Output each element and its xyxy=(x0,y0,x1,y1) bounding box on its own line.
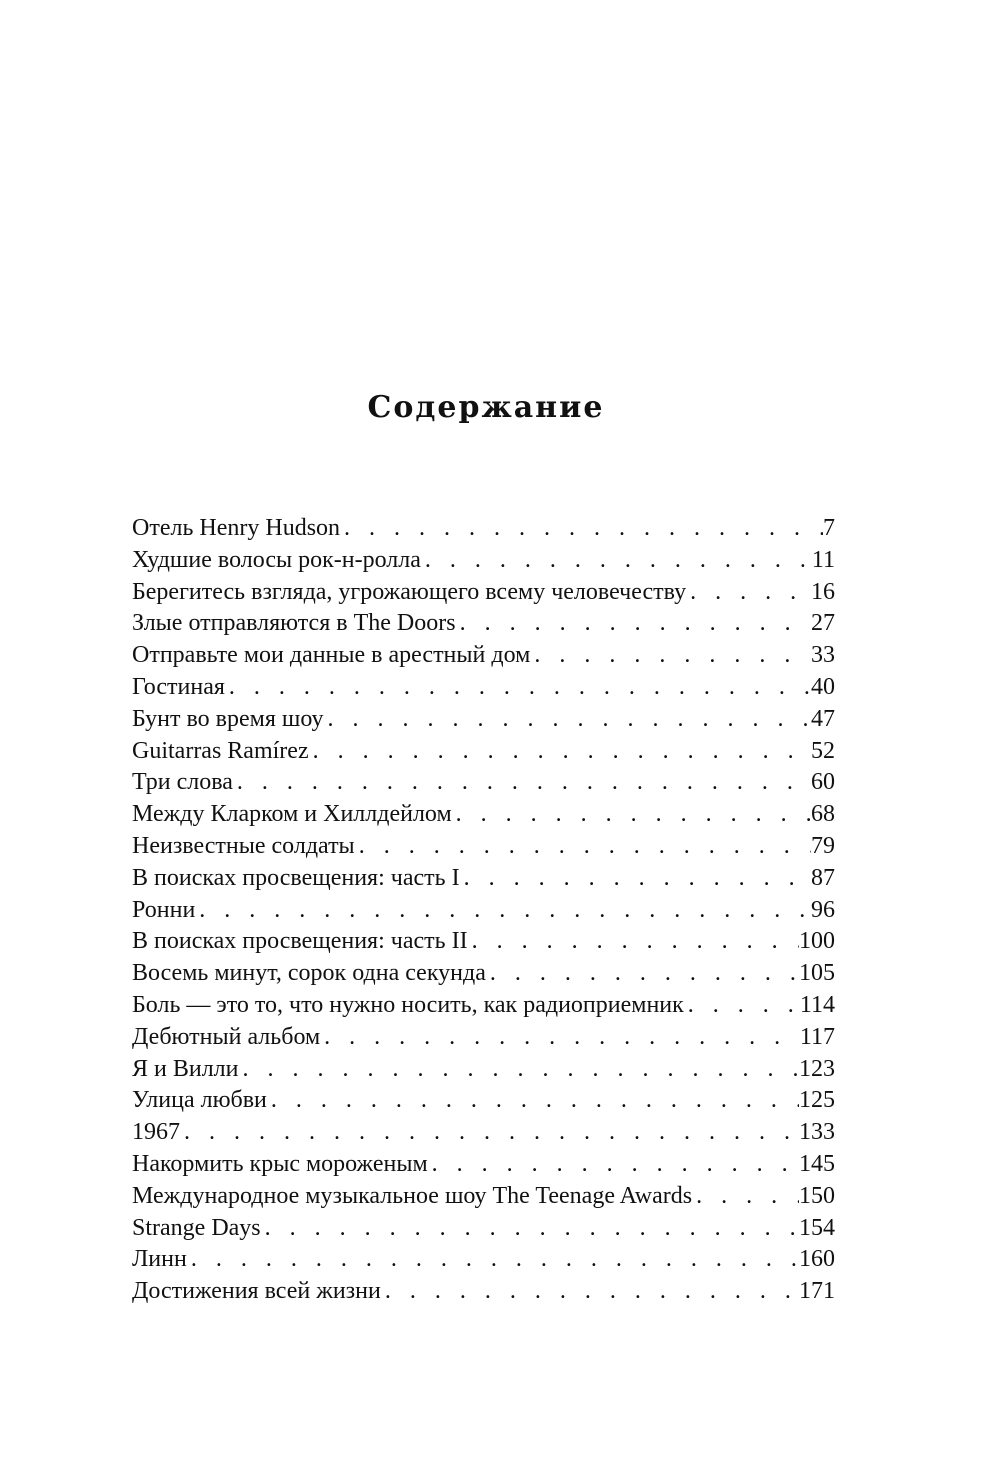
dot-leader xyxy=(686,577,811,609)
toc-entry xyxy=(132,545,835,577)
toc-entry xyxy=(132,767,835,799)
toc-entry-page-number: 40 xyxy=(811,673,835,700)
toc-entry-title: Strange Days xyxy=(132,1214,261,1241)
dot-leader xyxy=(530,640,811,672)
toc-entry-page-number: 16 xyxy=(811,578,835,605)
toc-entry-title: Неизвестные солдаты xyxy=(132,832,355,859)
toc-entry xyxy=(132,926,835,958)
toc-entry-page-number: 160 xyxy=(799,1246,835,1273)
toc-entry-page-number: 27 xyxy=(811,610,835,637)
toc-entry xyxy=(132,736,835,768)
dot-leader xyxy=(468,926,799,958)
dot-leader xyxy=(460,863,811,895)
toc-entry-page-number: 133 xyxy=(799,1119,835,1146)
toc-entry-page-number: 114 xyxy=(799,991,835,1018)
toc-entry xyxy=(132,863,835,895)
toc-entry-title: Отправьте мои данные в арестный дом xyxy=(132,642,531,669)
toc-entry-title: Отель Henry Hudson xyxy=(132,515,341,541)
toc-entry xyxy=(132,1022,835,1054)
toc-entry-title: Достижения всей жизни xyxy=(132,1278,381,1305)
toc-entry xyxy=(132,1085,835,1117)
toc-entry-page-number: 105 xyxy=(799,960,835,987)
toc-entry-title: Три слова xyxy=(132,769,233,796)
dot-leader xyxy=(239,1054,800,1086)
dot-leader xyxy=(486,958,799,990)
toc-entry-title: Международное музыкальное шоу The Teenage Awards xyxy=(132,1182,693,1209)
toc-entry-title: Злые отправляются в The Doors xyxy=(132,610,456,637)
toc-entry-page-number: 79 xyxy=(811,832,835,859)
toc-entry-page-number: 117 xyxy=(799,1023,835,1050)
toc-entry-page-number: 7 xyxy=(823,515,835,541)
toc-entry xyxy=(132,672,835,704)
toc-entry-title: Дебютный альбом xyxy=(132,1023,321,1050)
toc-entry xyxy=(132,704,835,736)
toc-entry-title: Гостиная xyxy=(132,673,225,700)
toc-entry-title: В поисках просвещения: часть II xyxy=(132,928,468,955)
toc-entry-page-number: 150 xyxy=(799,1182,835,1209)
dot-leader xyxy=(195,895,811,927)
dot-leader xyxy=(452,799,811,831)
toc-entry-title: Худшие волосы рок-н-ролла xyxy=(132,546,421,573)
toc-entry xyxy=(132,640,835,672)
toc-entry xyxy=(132,1149,835,1181)
dot-leader xyxy=(309,736,811,768)
toc-entry-page-number: 33 xyxy=(811,642,835,669)
toc-entry-title: Ронни xyxy=(132,896,196,923)
dot-leader xyxy=(261,1213,799,1245)
dot-leader xyxy=(340,513,823,545)
dot-leader xyxy=(456,608,811,640)
toc-entry-page-number: 100 xyxy=(799,928,835,955)
toc-entry xyxy=(132,577,835,609)
dot-leader xyxy=(428,1149,799,1181)
dot-leader xyxy=(323,704,811,736)
toc-entry-page-number: 154 xyxy=(799,1214,835,1241)
toc-entry-page-number: 68 xyxy=(811,801,835,828)
toc-entry xyxy=(132,1244,835,1276)
toc-entry xyxy=(132,895,835,927)
toc-entry-page-number: 123 xyxy=(799,1055,835,1082)
toc-title: Содержание xyxy=(367,390,605,426)
toc-entry xyxy=(132,513,835,545)
dot-leader xyxy=(233,767,811,799)
toc-entry xyxy=(132,1054,835,1086)
toc-entry-title: В поисках просвещения: часть I xyxy=(132,864,460,891)
toc-entry-title: Боль — это то, что нужно носить, как радиоприемник xyxy=(132,991,684,1018)
dot-leader xyxy=(421,545,812,577)
toc-entry-title: Берегитесь взгляда, угрожающего всему человечеству xyxy=(132,578,687,605)
toc-entry-title: Бунт во время шоу xyxy=(132,705,324,732)
toc-entry xyxy=(132,1181,835,1213)
dot-leader xyxy=(187,1244,799,1276)
dot-leader xyxy=(692,1181,799,1213)
toc-entry-title: Восемь минут, сорок одна секунда xyxy=(132,960,486,987)
toc-entry-page-number: 60 xyxy=(811,769,835,796)
toc-entry xyxy=(132,990,835,1022)
dot-leader xyxy=(381,1276,799,1308)
dot-leader xyxy=(684,990,800,1022)
toc-entry xyxy=(132,799,835,831)
toc-entry-page-number: 11 xyxy=(811,546,835,573)
toc-entry-title: Между Кларком и Хиллдейлом xyxy=(132,801,452,828)
toc-entry-title: Я и Вилли xyxy=(132,1055,239,1082)
toc-entry xyxy=(132,831,835,863)
toc-entry-page-number: 125 xyxy=(799,1087,835,1114)
dot-leader xyxy=(225,672,811,704)
dot-leader xyxy=(320,1022,800,1054)
toc-entry-page-number: 145 xyxy=(799,1150,835,1177)
toc-entry-page-number: 52 xyxy=(811,737,835,764)
dot-leader xyxy=(267,1085,799,1117)
toc-entry-page-number: 47 xyxy=(811,705,835,732)
toc-entry-title: Накормить крыс мороженым xyxy=(132,1150,428,1177)
toc-entry-title: Улица любви xyxy=(132,1087,267,1114)
toc-entry xyxy=(132,958,835,990)
toc-entry-title: Guitarras Ramírez xyxy=(132,737,309,764)
toc-entry-title: Линн xyxy=(132,1246,187,1273)
toc-entry-title: 1967 xyxy=(132,1119,180,1146)
toc-entry-page-number: 96 xyxy=(811,896,835,923)
toc-entry xyxy=(132,1276,835,1308)
toc-entry-page-number: 171 xyxy=(799,1278,835,1305)
toc-entry xyxy=(132,1213,835,1245)
toc-entry xyxy=(132,1117,835,1149)
dot-leader xyxy=(355,831,811,863)
toc-list xyxy=(132,513,835,1308)
toc-entry xyxy=(132,608,835,640)
toc-entry-page-number: 87 xyxy=(811,864,835,891)
dot-leader xyxy=(180,1117,799,1149)
